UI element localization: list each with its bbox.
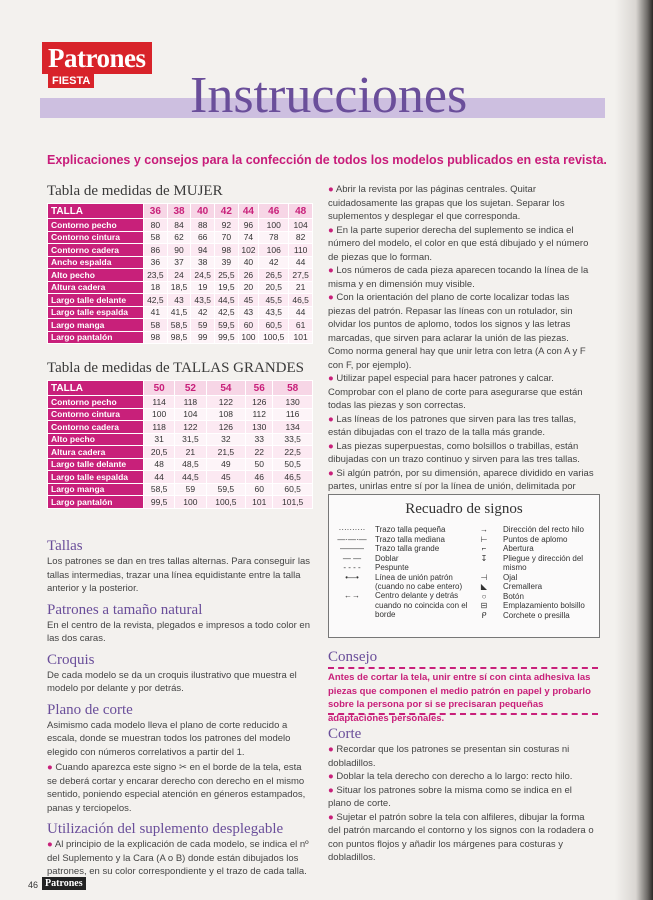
table-cell: 42 xyxy=(259,256,289,269)
table-cell: 44,5 xyxy=(175,471,206,484)
list-item-text: Situar los patrones sobre la misma como se indica en el plano de corte. xyxy=(328,784,572,809)
list-item xyxy=(328,440,596,467)
table-cell: 31 xyxy=(144,433,175,446)
plano-bullet-text: Cuando aparezca este signo ✂ en el borde de la tela, esta se deberá cortar y encarar derecho con derecho en el mismo sentido, poniendo especial atención en géneros estampados, panas y terciopelos. xyxy=(47,762,306,814)
table-row xyxy=(48,269,313,282)
table-cell: 44 xyxy=(289,256,313,269)
sign-marker: ·········· xyxy=(338,525,366,534)
table-cell: 101 xyxy=(289,331,313,344)
table-cell: 102 xyxy=(238,244,259,257)
section-heading: Plano de corte xyxy=(47,701,133,718)
table-row xyxy=(48,433,313,446)
grandes-table-title: Tabla de medidas de TALLAS GRANDES xyxy=(47,360,305,376)
sign-marker: ⌐ xyxy=(481,544,487,553)
row-label: Contorno cintura xyxy=(48,231,144,244)
consejo-top-rule xyxy=(328,667,598,669)
table-cell: 58,5 xyxy=(167,319,191,332)
table-cell: 59 xyxy=(175,483,206,496)
table-cell: 130 xyxy=(246,421,273,434)
right-instructions xyxy=(328,183,596,507)
table-cell: 110 xyxy=(289,244,313,257)
table-cell: 42,5 xyxy=(144,294,168,307)
table-cell: 106 xyxy=(259,244,289,257)
table-cell: 40 xyxy=(238,256,259,269)
table-cell: 101 xyxy=(246,496,273,509)
table-cell: 36 xyxy=(144,256,168,269)
table-cell: 24,5 xyxy=(191,269,215,282)
table-cell: 122 xyxy=(175,421,206,434)
size-header: 56 xyxy=(246,381,273,396)
table-cell: 100,5 xyxy=(259,331,289,344)
table-cell: 98 xyxy=(215,244,239,257)
sign-label: Emplazamiento bolsillo xyxy=(503,601,585,610)
section-heading: Croquis xyxy=(47,651,95,668)
sign-label: Pliegue y dirección del mismo xyxy=(503,553,584,572)
table-cell: 60,5 xyxy=(259,319,289,332)
list-item-text: Doblar la tela derecho con derecho a lo largo: recto hilo. xyxy=(336,771,573,782)
sign-marker: ○ xyxy=(481,591,487,601)
table-cell: 45,5 xyxy=(259,294,289,307)
table-cell: 27,5 xyxy=(289,269,313,282)
table-cell: 118 xyxy=(175,396,206,409)
table-cell: 60 xyxy=(238,319,259,332)
table-cell: 43,5 xyxy=(191,294,215,307)
list-item xyxy=(328,811,596,865)
sign-marker: —·—·— xyxy=(337,534,367,544)
sign-label: Ojal xyxy=(503,572,518,582)
table-cell: 66 xyxy=(191,231,215,244)
table-cell: 118 xyxy=(144,421,175,434)
sign-marker: — — xyxy=(342,553,362,563)
page-spine-shadow xyxy=(615,0,653,900)
table-cell: 48 xyxy=(144,458,175,471)
row-label: Contorno cadera xyxy=(48,244,144,257)
table-cell: 19 xyxy=(191,281,215,294)
section-text: En el centro de la revista, plegados e impresos a todo color en las dos caras. xyxy=(47,619,310,644)
size-header: 44 xyxy=(238,204,259,219)
table-cell: 43 xyxy=(167,294,191,307)
bullet-icon: ● xyxy=(328,184,336,195)
table-cell: 22 xyxy=(246,446,273,459)
bullet-icon: ● xyxy=(328,373,337,384)
table-cell: 21 xyxy=(289,281,313,294)
section-text: Asimismo cada modelo lleva el plano de corte reducido a escala, donde se muestran todos los patrones del modelo elegido con números correlativos a partir del 1. xyxy=(47,719,291,758)
consejo-heading: Consejo xyxy=(328,649,378,665)
table-cell: 126 xyxy=(246,396,273,409)
bullet-icon: ● xyxy=(328,771,337,782)
bullet-icon: ● xyxy=(328,440,337,452)
list-item-text: Recordar que los patrones se presentan sin costuras ni dobladillos. xyxy=(328,744,570,769)
sign-marker: → xyxy=(480,525,488,534)
table-cell: 104 xyxy=(175,408,206,421)
table-cell: 94 xyxy=(191,244,215,257)
table-cell: 62 xyxy=(167,231,191,244)
table-cell: 70 xyxy=(215,231,239,244)
table-cell: 104 xyxy=(289,219,313,232)
list-item xyxy=(328,291,596,372)
table-cell: 41 xyxy=(144,306,168,319)
size-header: 40 xyxy=(191,204,215,219)
table-cell: 43,5 xyxy=(259,306,289,319)
list-item-text: Si algún patrón, por su dimensión, aparece dividido en varias partes, unirlas entre sí por la línea de unión, delimitada por xyxy=(328,467,594,492)
table-row xyxy=(48,408,313,421)
bullet-icon: ● xyxy=(47,762,56,773)
table-cell: 100 xyxy=(238,331,259,344)
table-cell: 61 xyxy=(289,319,313,332)
list-item xyxy=(328,264,596,291)
sign-marker: ⊟ xyxy=(480,601,488,610)
table-cell: 22,5 xyxy=(273,446,313,459)
table-cell: 101,5 xyxy=(273,496,313,509)
table-header-label: TALLA xyxy=(48,204,144,219)
table-cell: 114 xyxy=(144,396,175,409)
sign-marker: ←→ xyxy=(344,591,360,600)
sign-label: Dirección del recto hilo xyxy=(503,525,584,534)
table-cell: 90 xyxy=(167,244,191,257)
table-row xyxy=(48,306,313,319)
page-subtitle: Explicaciones y consejos para la confección de todos los modelos publicados en esta revista. xyxy=(47,153,607,167)
plano-bullet xyxy=(47,761,312,815)
list-item xyxy=(328,183,596,224)
table-cell: 59 xyxy=(191,319,215,332)
table-cell: 25,5 xyxy=(215,269,239,282)
table-cell: 58 xyxy=(144,319,168,332)
row-label: Largo talle espalda xyxy=(48,471,144,484)
table-row xyxy=(48,256,313,269)
list-item-text: Abrir la revista por las páginas centrales. Quitar cuidadosamente las grapas que los sujetan. Separar los suplementos y desplegar el que corresponda. xyxy=(328,184,565,222)
table-cell: 46 xyxy=(246,471,273,484)
table-cell: 50 xyxy=(246,458,273,471)
table-cell: 26,5 xyxy=(259,269,289,282)
sign-label: Puntos de aplomo xyxy=(503,534,568,544)
section-text: De cada modelo se da un croquis ilustrativo que muestra el modelo por delante y por detrás. xyxy=(47,669,297,694)
sign-marker: - - - - xyxy=(343,563,361,572)
table-cell: 46,5 xyxy=(289,294,313,307)
table-cell: 44 xyxy=(289,306,313,319)
row-label: Ancho espalda xyxy=(48,256,144,269)
left-sections xyxy=(47,537,312,879)
table-cell: 38 xyxy=(191,256,215,269)
table-row xyxy=(48,294,313,307)
grandes-measurements-table xyxy=(47,380,313,509)
row-label: Contorno pecho xyxy=(48,396,144,409)
table-cell: 108 xyxy=(206,408,246,421)
table-row xyxy=(48,446,313,459)
table-cell: 42,5 xyxy=(215,306,239,319)
signos-box xyxy=(328,494,600,638)
list-item-text: Sujetar el patrón sobre la tela con alfileres, dibujar la forma del patrón marcando el contorno y los signos con la rodadera o con puntos flojos y añadir los márgenes para costuras y dobladillos. xyxy=(328,811,594,863)
table-cell: 122 xyxy=(206,396,246,409)
table-cell: 112 xyxy=(246,408,273,421)
list-item-text: Utilizar papel especial para hacer patrones y calcar. Comprobar con el plano de corte para asegurarse que están todas las piezas y son correctas. xyxy=(328,373,583,411)
table-cell: 43 xyxy=(238,306,259,319)
size-header: 42 xyxy=(215,204,239,219)
table-cell: 50,5 xyxy=(273,458,313,471)
bullet-icon: ● xyxy=(328,224,337,236)
table-cell: 99,5 xyxy=(215,331,239,344)
row-label: Altura cadera xyxy=(48,446,144,459)
table-cell: 46,5 xyxy=(273,471,313,484)
table-row xyxy=(48,421,313,434)
table-row xyxy=(48,471,313,484)
table-cell: 33 xyxy=(246,433,273,446)
sign-label: Pespunte xyxy=(375,563,409,572)
row-label: Largo talle delante xyxy=(48,458,144,471)
section-heading: Patrones a tamaño natural xyxy=(47,601,203,618)
table-cell: 130 xyxy=(273,396,313,409)
bullet-icon: ● xyxy=(328,744,337,755)
logo-sub: FIESTA xyxy=(48,74,94,88)
list-item xyxy=(328,413,596,440)
sign-label: Centro delante y detrás cuando no coincida con el borde xyxy=(375,591,468,619)
table-cell: 59,5 xyxy=(206,483,246,496)
table-cell: 32 xyxy=(206,433,246,446)
table-cell: 58,5 xyxy=(144,483,175,496)
table-cell: 26 xyxy=(238,269,259,282)
table-cell: 19,5 xyxy=(215,281,239,294)
page-number: 46 xyxy=(28,880,39,890)
sign-marker: ◣ xyxy=(480,582,488,591)
table-row xyxy=(48,458,313,471)
table-cell: 98 xyxy=(144,331,168,344)
row-label: Contorno cintura xyxy=(48,408,144,421)
row-label: Largo manga xyxy=(48,483,144,496)
table-cell: 42 xyxy=(191,306,215,319)
row-label: Largo pantalón xyxy=(48,496,144,509)
table-cell: 21 xyxy=(175,446,206,459)
row-label: Contorno cadera xyxy=(48,421,144,434)
bullet-icon: ● xyxy=(328,811,337,823)
table-cell: 58 xyxy=(144,231,168,244)
size-header: 52 xyxy=(175,381,206,396)
row-label: Largo talle espalda xyxy=(48,306,144,319)
table-cell: 78 xyxy=(259,231,289,244)
table-cell: 18 xyxy=(144,281,168,294)
table-cell: 20 xyxy=(238,281,259,294)
section-heading: Tallas xyxy=(47,538,83,554)
sign-marker: ⊣ xyxy=(480,572,488,582)
suplemento-text xyxy=(47,838,312,879)
list-item xyxy=(328,770,596,784)
table-cell: 80 xyxy=(144,219,168,232)
list-item-text: Las líneas de los patrones que sirven para las tres tallas, están dibujadas con el trazo de la talla más grande. xyxy=(328,413,577,438)
table-cell: 84 xyxy=(167,219,191,232)
footer-logo: Patrones xyxy=(42,877,86,890)
table-cell: 99 xyxy=(191,331,215,344)
table-cell: 116 xyxy=(273,408,313,421)
table-cell: 60,5 xyxy=(273,483,313,496)
table-cell: 59,5 xyxy=(215,319,239,332)
size-header: 38 xyxy=(167,204,191,219)
table-header-label: TALLA xyxy=(48,381,144,396)
table-cell: 74 xyxy=(238,231,259,244)
list-item xyxy=(328,224,596,265)
table-cell: 44 xyxy=(144,471,175,484)
sign-marker: ↧ xyxy=(480,553,488,563)
table-cell: 45 xyxy=(206,471,246,484)
table-cell: 92 xyxy=(215,219,239,232)
table-cell: 82 xyxy=(289,231,313,244)
row-label: Contorno pecho xyxy=(48,219,144,232)
table-cell: 100,5 xyxy=(206,496,246,509)
size-header: 50 xyxy=(144,381,175,396)
sign-label: Doblar xyxy=(375,553,399,563)
corte-list xyxy=(328,743,596,865)
mujer-measurements-table xyxy=(47,203,313,344)
table-cell: 49 xyxy=(206,458,246,471)
suplemento-text-body: Al principio de la explicación de cada modelo, se indica el nº del Suplemento y la Cara (A o B) donde están dibujados los patrones, en su color correspondiente y el trazo de cada talla. xyxy=(47,839,309,877)
table-cell: 60 xyxy=(246,483,273,496)
bullet-icon: ● xyxy=(47,839,55,850)
table-row xyxy=(48,483,313,496)
table-cell: 23,5 xyxy=(144,269,168,282)
table-cell: 96 xyxy=(238,219,259,232)
sign-marker: •—• xyxy=(345,572,359,582)
sign-marker: ⊢ xyxy=(480,534,488,544)
table-cell: 37 xyxy=(167,256,191,269)
section-text: Los patrones se dan en tres tallas alternas. Para conseguir las tallas intermedias, trazar una línea equidistante entre la talla anterior y la posterior. xyxy=(47,556,310,594)
brand-logo xyxy=(42,42,182,92)
table-cell: 18,5 xyxy=(167,281,191,294)
corte-heading: Corte xyxy=(328,726,362,742)
table-cell: 100 xyxy=(175,496,206,509)
table-cell: 31,5 xyxy=(175,433,206,446)
sign-label: Línea de unión patrón (cuando no cabe entero) xyxy=(375,572,463,591)
table-cell: 24 xyxy=(167,269,191,282)
table-cell: 45 xyxy=(238,294,259,307)
bullet-icon: ● xyxy=(328,265,337,276)
list-item-text: Las piezas superpuestas, como bolsillos o trabillas, están dibujadas con un trazo continuo y sirven para las tres tallas. xyxy=(328,440,580,465)
table-cell: 98,5 xyxy=(167,331,191,344)
table-cell: 126 xyxy=(206,421,246,434)
size-header: 46 xyxy=(259,204,289,219)
size-header: 36 xyxy=(144,204,168,219)
sign-label: Trazo talla mediana xyxy=(375,534,445,544)
list-item xyxy=(328,784,596,811)
row-label: Largo talle delante xyxy=(48,294,144,307)
mujer-table-title: Tabla de medidas de MUJER xyxy=(47,183,223,199)
list-item xyxy=(328,372,596,413)
table-row xyxy=(48,219,313,232)
row-label: Alto pecho xyxy=(48,433,144,446)
bullet-icon: ● xyxy=(328,467,337,479)
bullet-icon: ● xyxy=(328,784,337,796)
table-cell: 99,5 xyxy=(144,496,175,509)
table-cell: 39 xyxy=(215,256,239,269)
size-header: 54 xyxy=(206,381,246,396)
table-row xyxy=(48,231,313,244)
table-row xyxy=(48,331,313,344)
table-row xyxy=(48,496,313,509)
table-cell: 20,5 xyxy=(259,281,289,294)
consejo-text: Antes de cortar la tela, unir entre sí con cinta adhesiva las piezas que componen el medio patrón en papel y probarlo sobre la persona por si se precisaran pequeñas adaptaciones personales. xyxy=(328,672,591,724)
bullet-icon: ● xyxy=(328,413,337,425)
signos-title: Recuadro de signos xyxy=(405,501,523,517)
suplemento-heading: Utilización del suplemento desplegable xyxy=(47,821,284,837)
table-cell: 33,5 xyxy=(273,433,313,446)
size-header: 48 xyxy=(289,204,313,219)
table-cell: 20,5 xyxy=(144,446,175,459)
table-cell: 44,5 xyxy=(215,294,239,307)
row-label: Largo pantalón xyxy=(48,331,144,344)
logo-main: Patrones xyxy=(42,42,152,74)
table-row xyxy=(48,319,313,332)
table-row xyxy=(48,244,313,257)
sign-label: Abertura xyxy=(503,544,534,553)
table-cell: 48,5 xyxy=(175,458,206,471)
table-cell: 100 xyxy=(259,219,289,232)
bullet-icon: ● xyxy=(328,292,337,303)
row-label: Largo manga xyxy=(48,319,144,332)
page-title: Instrucciones xyxy=(190,67,468,124)
table-cell: 134 xyxy=(273,421,313,434)
table-row xyxy=(48,396,313,409)
list-item-text: Con la orientación del plano de corte localizar todas las piezas del patrón. Repasar las líneas con un rotulador, sin olvidar los puntos de aplomo, todos los signos y las letras marcadas, que sirven para aclarar la unión de las piezas. Como norma general hay que unir letra con letra (A con A y F con F, por ejemplo). xyxy=(328,292,586,371)
row-label: Alto pecho xyxy=(48,269,144,282)
sign-label: Botón xyxy=(503,591,524,601)
sign-label: Cremallera xyxy=(503,582,543,591)
sign-label: Corchete o presilla xyxy=(503,610,570,620)
sign-label: Trazo talla grande xyxy=(375,544,440,553)
row-label: Altura cadera xyxy=(48,281,144,294)
size-header: 58 xyxy=(273,381,313,396)
table-cell: 21,5 xyxy=(206,446,246,459)
sign-label: Trazo talla pequeña xyxy=(375,525,446,534)
table-cell: 41,5 xyxy=(167,306,191,319)
list-item-text: Los números de cada pieza aparecen tocando la línea de la misma y en dimensión muy visible. xyxy=(328,265,589,290)
sign-marker: ——— xyxy=(340,544,364,553)
list-item-text: En la parte superior derecha del suplemento se indica el número del modelo, el color en que está dibujado y el número de piezas que lo forman. xyxy=(328,224,589,263)
table-cell: 88 xyxy=(191,219,215,232)
table-row xyxy=(48,281,313,294)
list-item xyxy=(328,743,596,770)
table-cell: 86 xyxy=(144,244,168,257)
consejo-bottom-rule xyxy=(328,713,598,715)
sign-marker: ᑭ xyxy=(481,610,487,620)
table-cell: 100 xyxy=(144,408,175,421)
